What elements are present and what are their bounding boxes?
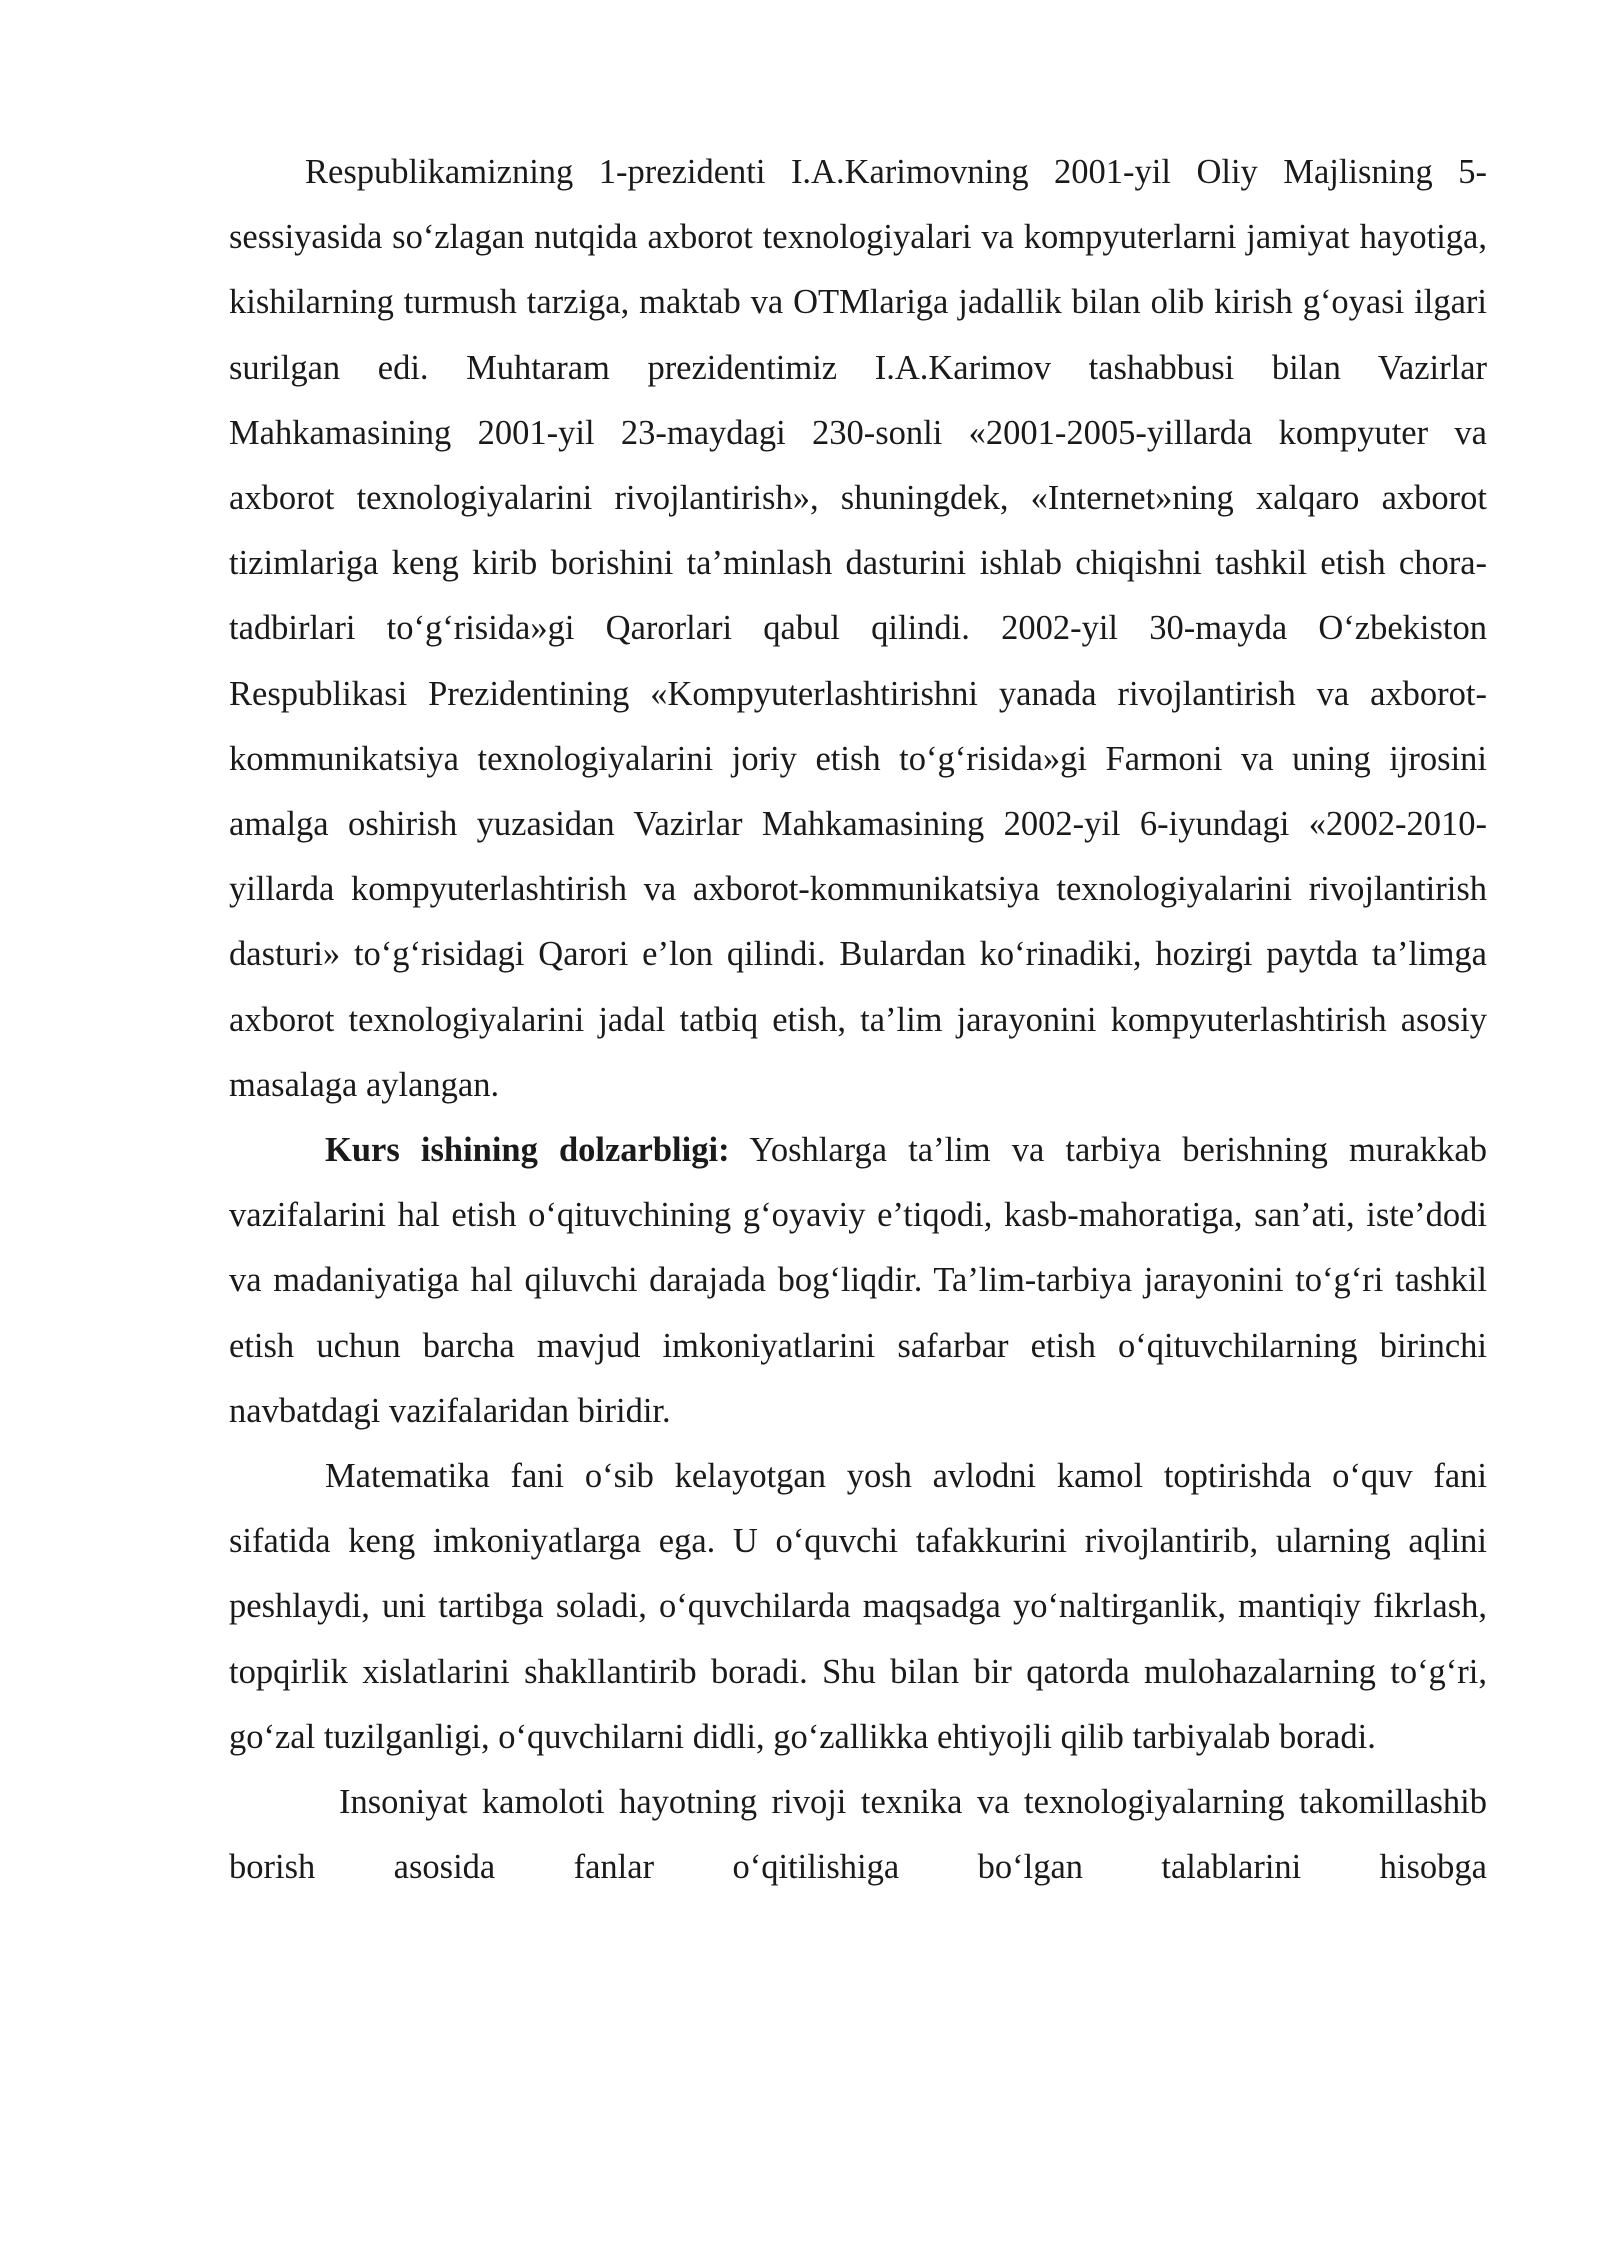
document-body bbox=[229, 140, 1487, 1900]
paragraph-1 bbox=[229, 140, 1487, 1118]
paragraph-2-bold-lead: Kurs ishining dolzarbligi: bbox=[325, 1131, 730, 1170]
paragraph-1-text: Respublikamizning 1-prezidenti I.A.Karimovning 2001-yil Oliy Majlisning 5-sessiyasida so‘zlagan nutqida axborot texnologiyalari va kompyuterlarni jamiyat hayotiga, kishilarning turmush tarziga, maktab va OTMlariga jadallik bilan olib kirish g‘oyasi ilgari surilgan edi. Muhtaram prezidentimiz I.A.Karimov tashabbusi bilan Vazirlar Mahkamasining 2001-yil 23-maydagi 230-sonli «2001-2005-yillarda kompyuter va axborot texnologiyalarini rivojlantirish», shuningdek, «Internet»ning xalqaro axborot tizimlariga keng kirib borishini ta’minlash dasturini ishlab chiqishni tashkil etish chora-tadbirlari to‘g‘risida»gi Qarorlari qabul qilindi. 2002-yil 30-mayda O‘zbekiston Respublikasi Prezidentining «Kompyuterlashtirishni yanada rivojlantirish va axborot-kommunikatsiya texnologiyalarini joriy etish to‘g‘risida»gi Farmoni va uning ijrosini amalga oshirish yuzasidan Vazirlar Mahkamasining 2002-yil 6-iyundagi «2002-2010-yillarda kompyuterlashtirish va axborot-kommunikatsiya texnologiyalarini rivojlantirish dasturi» to‘g‘risidagi Qarori e’lon qilindi. Bulardan ko‘rinadiki, hozirgi paytda ta’limga axborot texnologiyalarini jadal tatbiq etish, ta’lim jarayonini kompyuterlashtirish asosiy masalaga aylangan. bbox=[229, 153, 1487, 1104]
paragraph-4-text: Insoniyat kamoloti hayotning rivoji texnika va texnologiyalarning takomillashib borish asosida fanlar o‘qitilishiga bo‘lgan talablarini hisobga bbox=[229, 1783, 1487, 1887]
paragraph-3 bbox=[229, 1444, 1487, 1770]
paragraph-2-text: Yoshlarga ta’lim va tarbiya berishning murakkab vazifalarini hal etish o‘qituvchining g‘oyaviy e’tiqodi, kasb-mahoratiga, san’ati, iste’dodi va madaniyatiga hal qiluvchi darajada bog‘liqdir. Ta’lim-tarbiya jarayonini to‘g‘ri tashkil etish uchun barcha mavjud imkoniyatlarini safarbar etish o‘qituvchilarning birinchi navbatdagi vazifalaridan biridir. bbox=[229, 1131, 1487, 1430]
paragraph-2 bbox=[229, 1118, 1487, 1444]
paragraph-3-text: Matematika fani o‘sib kelayotgan yosh avlodni kamol toptirishda o‘quv fani sifatida keng imkoniyatlarga ega. U o‘quvchi tafakkurini rivojlantirib, ularning aqlini peshlaydi, uni tartibga soladi, o‘quvchilarda maqsadga yo‘naltirganlik, mantiqiy fikrlash, topqirlik xislatlarini shakllantirib boradi. Shu bilan bir qatorda mulohazalarning to‘g‘ri, go‘zal tuzilganligi, o‘quvchilarni didli, go‘zallikka ehtiyojli qilib tarbiyalab boradi. bbox=[229, 1457, 1487, 1756]
paragraph-4 bbox=[229, 1770, 1487, 1900]
